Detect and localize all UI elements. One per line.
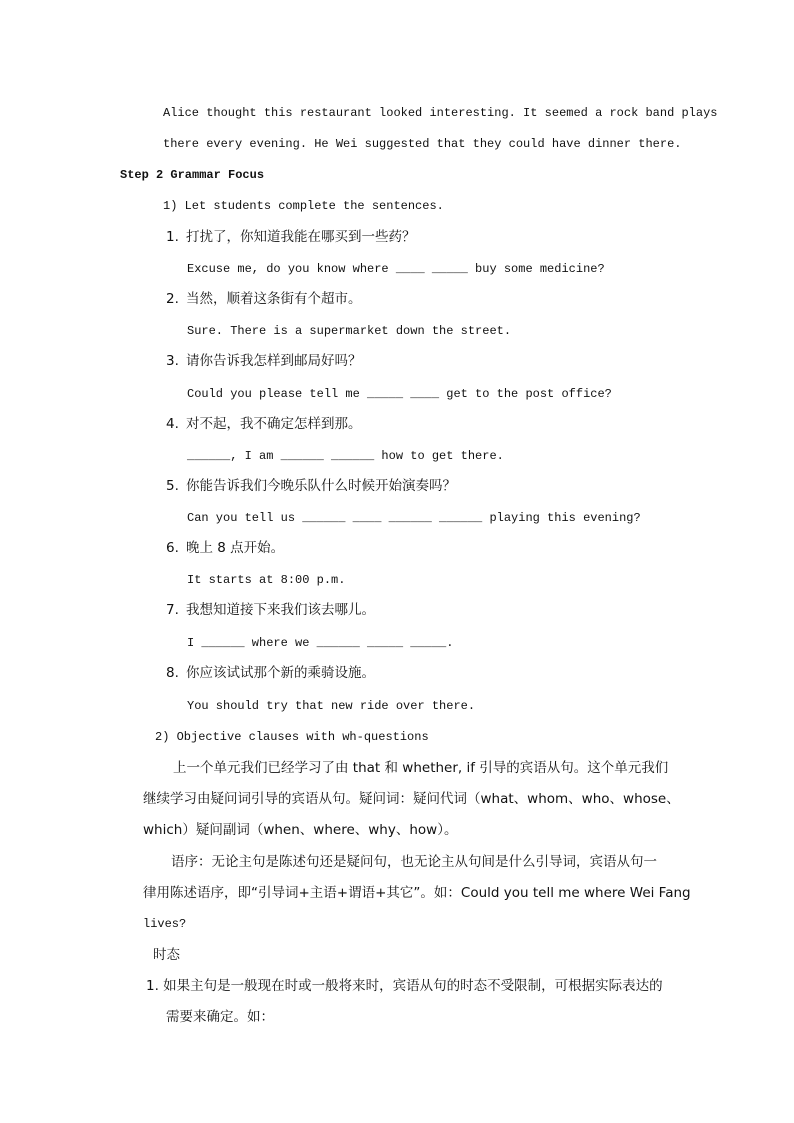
para2-line-1: 语序：无论主句是陈述句还是疑问句，也无论主从句间是什么引导词，宾语从句一 [171,854,657,870]
item-7-english: I ______ where we ______ _____ _____. [187,636,454,650]
item-3-number: 3. [166,353,179,369]
item-2-number: 2. [166,291,179,307]
item-1-chinese: 打扰了，你知道我能在哪买到一些药？ [186,229,416,245]
item-3-cn [166,353,362,369]
item-6-chinese: 晚上 8 点开始。 [186,540,285,556]
para2-line-3: lives? [143,917,187,931]
item-4-english: ______, I am ______ ______ how to get there. [187,449,504,463]
item-7-cn [166,602,375,618]
item-2-english: Sure. There is a supermarket down the street. [187,324,512,338]
tense-title: 时态 [153,947,180,963]
item-1-number: 1. [166,229,179,245]
item-8-english: You should try that new ride over there. [187,699,476,713]
item-5-chinese: 你能告诉我们今晚乐队什么时候开始演奏吗？ [186,478,456,494]
para1-line-3: which）疑问副词（when、where、why、how）。 [143,822,458,838]
item-3-english: Could you please tell me _____ ____ get to the post office? [187,387,612,401]
item-4-cn [166,416,362,432]
item-8-number: 8. [166,665,179,681]
item-2-cn [166,291,362,307]
item-1-cn [166,229,416,245]
item-6-number: 6. [166,540,179,556]
item-4-number: 4. [166,416,179,432]
intro-line-1: Alice thought this restaurant looked interesting. It seemed a rock band plays [163,106,718,120]
item-7-number: 7. [166,602,179,618]
item-7-chinese: 我想知道接下来我们该去哪儿。 [186,602,375,618]
item-8-chinese: 你应该试试那个新的乘骑设施。 [186,665,375,681]
item-4-chinese: 对不起，我不确定怎样到那。 [186,416,362,432]
intro-line-2: there every evening. He Wei suggested that they could have dinner there. [163,137,682,151]
para1-line-2: 继续学习由疑问词引导的宾语从句。疑问词：疑问代词（what、whom、who、whose、 [143,791,680,807]
item-6-english: It starts at 8:00 p.m. [187,573,346,587]
para2-line-2: 律用陈述语序，即“引导词+主语+谓语+其它”。如：Could you tell me where Wei Fang [143,885,691,901]
item-5-english: Can you tell us ______ ____ ______ ______ playing this evening? [187,511,641,525]
item-2-chinese: 当然，顺着这条街有个超市。 [186,291,362,307]
item-1-english: Excuse me, do you know where ____ _____ buy some medicine? [187,262,605,276]
tense-item-1-line-2: 需要来确定。如： [166,1009,274,1025]
step2-heading: Step 2 Grammar Focus [120,168,265,182]
tense-item-1-line-1: 1. 如果主句是一般现在时或一般将来时，宾语从句的时态不受限制，可根据实际表达的 [146,978,663,994]
item-6-cn [166,540,284,556]
item-3-chinese: 请你告诉我怎样到邮局好吗？ [186,353,362,369]
item-5-cn [166,478,456,494]
item-5-number: 5. [166,478,179,494]
para1-line-1: 上一个单元我们已经学习了由 that 和 whether, if 引导的宾语从句。这个单元我们 [173,760,669,776]
part1-title: 1) Let students complete the sentences. [163,199,444,213]
part2-title: 2) Objective clauses with wh-questions [155,730,429,744]
item-8-cn [166,665,375,681]
